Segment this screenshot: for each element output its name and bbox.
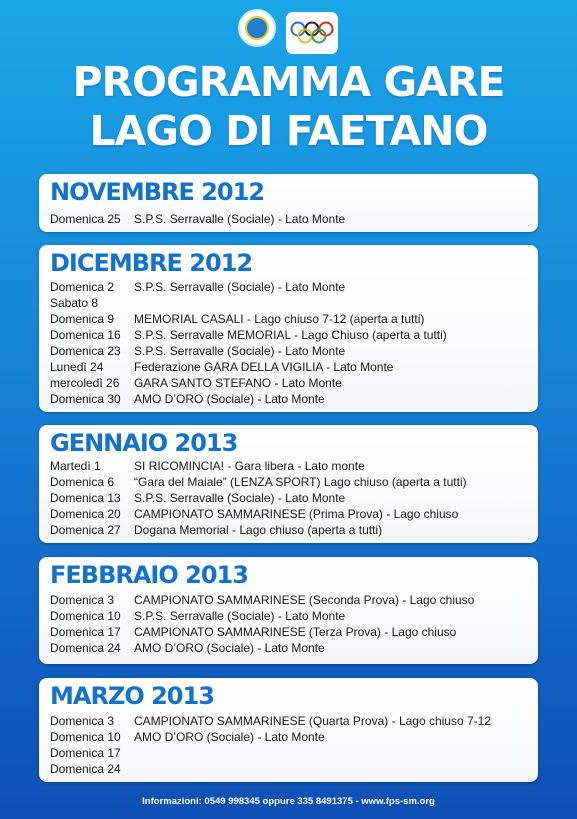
event-title: S.P.S. Serravalle (Sociale) - Lato Monte	[134, 344, 346, 358]
event-title: AMO D’ORO (Sociale) - Lato Monte	[134, 730, 325, 744]
event-row	[50, 391, 447, 407]
event-date: mercoledì 26	[50, 376, 120, 390]
event-title: Federazione GARA DELLA VIGILIA - Lato Monte	[134, 360, 394, 374]
event-title: S.P.S. Serravalle (Sociale) - Lato Monte	[134, 280, 346, 294]
event-row	[50, 474, 467, 490]
event-row	[50, 490, 467, 506]
event-date: Domenica 17	[50, 746, 121, 760]
event-row	[50, 713, 491, 729]
event-date: Sabato 8	[50, 296, 99, 310]
event-row	[50, 295, 447, 311]
event-row	[50, 745, 491, 761]
event-title: CAMPIONATO SAMMARINESE (Terza Prova) - Lago chiuso	[134, 625, 457, 639]
event-date: Domenica 27	[50, 523, 121, 537]
event-date: Domenica 20	[50, 507, 121, 521]
month-heading: DICEMBRE 2012	[50, 249, 253, 277]
event-row	[50, 375, 447, 391]
event-row	[50, 522, 467, 538]
event-row	[50, 608, 474, 624]
event-date: Domenica 3	[50, 593, 115, 607]
event-date: Domenica 25	[50, 212, 121, 226]
event-title: SI RICOMINCIA! - Gara libera - Lato monte	[134, 459, 365, 473]
page-title-line2: LAGO DI FAETANO	[89, 107, 488, 155]
event-row	[50, 327, 447, 343]
event-row	[50, 592, 474, 608]
event-title: AMO D’ORO (Sociale) - Lato Monte	[134, 392, 325, 406]
event-date: Domenica 17	[50, 625, 121, 639]
event-date: Martedì 1	[50, 459, 101, 473]
event-date: Domenica 10	[50, 609, 121, 623]
event-title: “Gara del Maiale” (LENZA SPORT) Lago chiuso (aperta a tutti)	[134, 475, 467, 489]
event-title: S.P.S. Serravalle MEMORIAL - Lago Chiuso (aperta a tutti)	[134, 328, 447, 342]
page-title-line1: PROGRAMMA GARE	[72, 58, 505, 106]
event-date: Domenica 3	[50, 714, 115, 728]
event-date: Domenica 24	[50, 762, 121, 776]
event-row	[50, 506, 467, 522]
event-title: AMO D’ORO (Sociale) - Lato Monte	[134, 641, 325, 655]
event-row	[50, 458, 467, 474]
olympic-committee-logo	[286, 12, 338, 54]
section-marzo	[39, 678, 538, 782]
event-title: CAMPIONATO SAMMARINESE (Seconda Prova) - Lago chiuso	[134, 593, 475, 607]
event-row	[50, 729, 491, 745]
event-date: Lunedì 24	[50, 360, 104, 374]
event-row	[50, 343, 447, 359]
section-novembre	[39, 174, 538, 232]
event-date: Domenica 23	[50, 344, 121, 358]
event-title: Dogana Memorial - Lago chiuso (aperta a tutti)	[134, 523, 383, 537]
event-date: Domenica 6	[50, 475, 115, 489]
month-heading: NOVEMBRE 2012	[50, 178, 265, 206]
event-date: Domenica 16	[50, 328, 121, 342]
event-row	[50, 311, 447, 327]
event-row	[50, 211, 345, 227]
month-heading: GENNAIO 2013	[50, 429, 238, 457]
section-gennaio	[39, 425, 538, 543]
event-title: S.P.S. Serravalle (Sociale) - Lato Monte	[134, 491, 346, 505]
event-title: GARA SANTO STEFANO - Lato Monte	[134, 376, 342, 390]
contact-footer: Informazioni: 0549 998345 oppure 335 8491375 - www.fps-sm.org	[142, 796, 435, 807]
event-date: Domenica 13	[50, 491, 121, 505]
section-dicembre	[39, 245, 538, 412]
event-date: Domenica 30	[50, 392, 121, 406]
event-date: Domenica 2	[50, 280, 115, 294]
month-heading: FEBBRAIO 2013	[50, 561, 248, 589]
event-row	[50, 359, 447, 375]
federazione-pesca-logo	[238, 9, 276, 47]
event-row	[50, 761, 491, 777]
event-title: CAMPIONATO SAMMARINESE (Quarta Prova) - Lago chiuso 7-12	[134, 714, 492, 728]
event-title: MEMORIAL CASALI - Lago chiuso 7-12 (aperta a tutti)	[134, 312, 425, 326]
event-date: Domenica 24	[50, 641, 121, 655]
section-febbraio	[39, 557, 538, 664]
event-title: CAMPIONATO SAMMARINESE (Prima Prova) - Lago chiuso	[134, 507, 459, 521]
logos	[0, 9, 577, 51]
month-heading: MARZO 2013	[50, 682, 214, 710]
event-title: S.P.S. Serravalle (Sociale) - Lato Monte	[134, 212, 346, 226]
event-date: Domenica 10	[50, 730, 121, 744]
event-row	[50, 640, 474, 656]
event-row	[50, 279, 447, 295]
event-date: Domenica 9	[50, 312, 115, 326]
event-row	[50, 624, 474, 640]
event-title: S.P.S. Serravalle (Sociale) - Lato Monte	[134, 609, 346, 623]
